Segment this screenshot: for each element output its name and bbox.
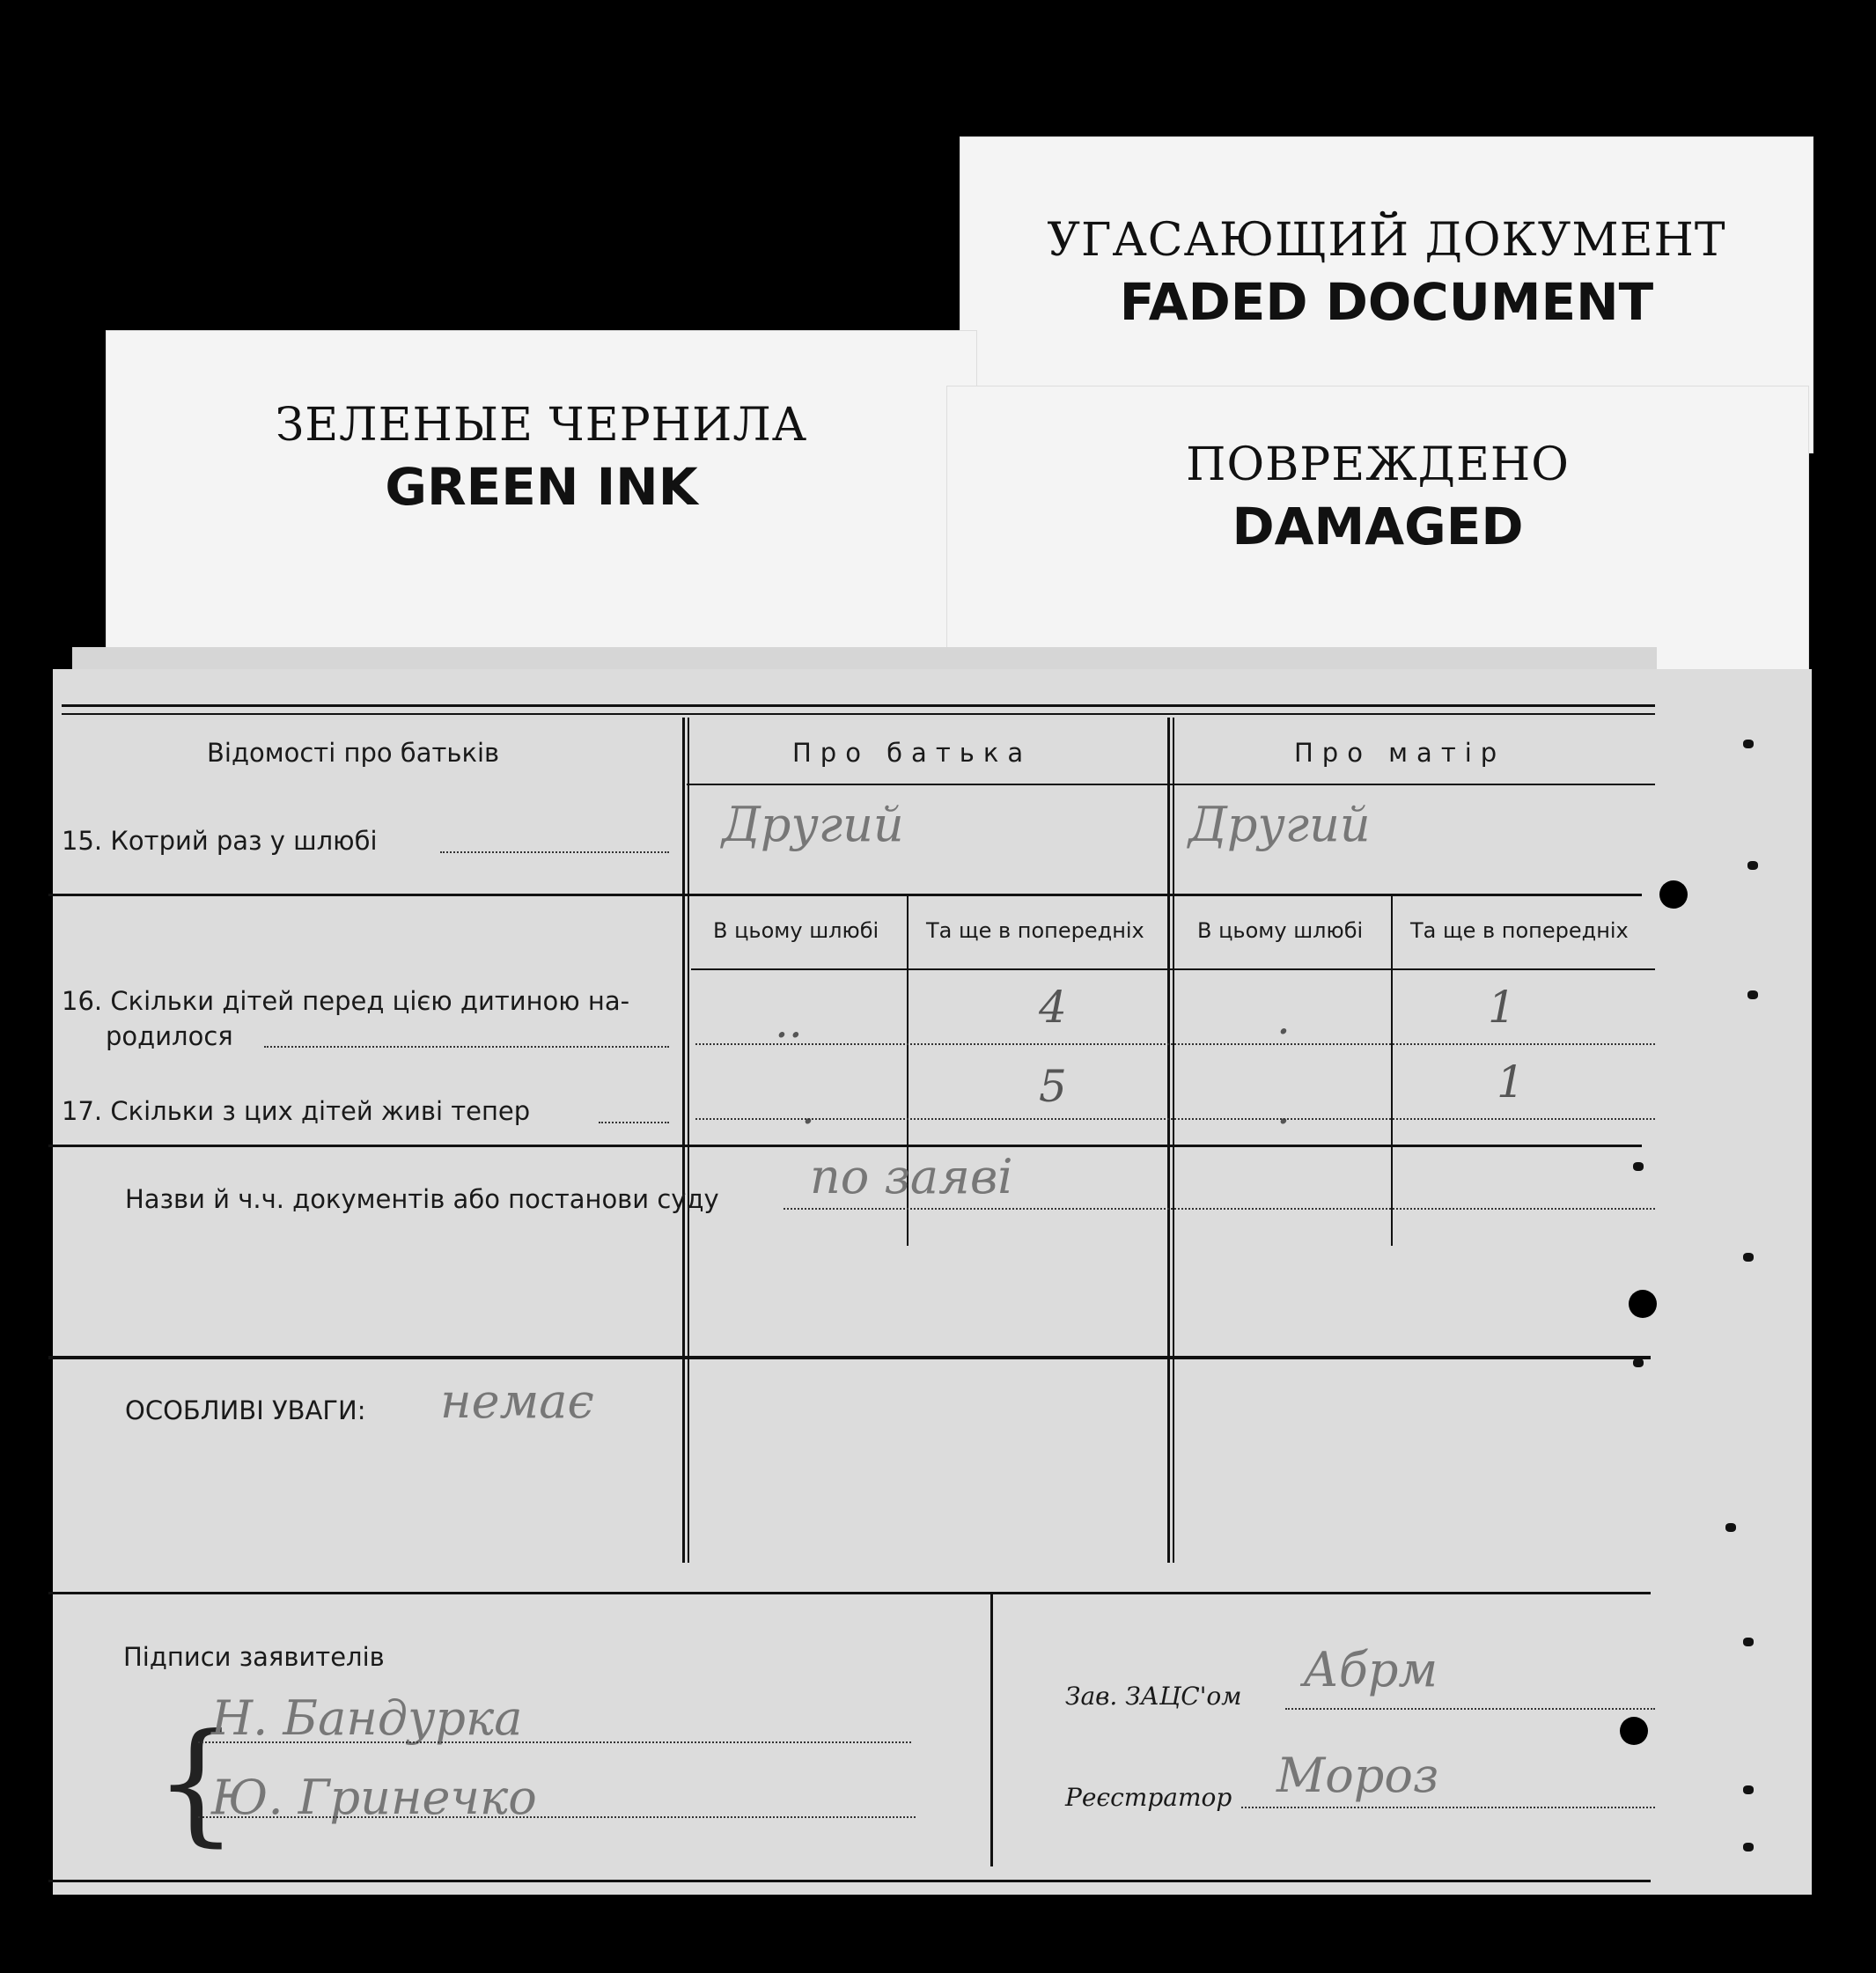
signature-divider — [990, 1594, 993, 1866]
documents-label: Назви й ч.ч. документів або постанови суду — [125, 1184, 719, 1214]
remarks-bottom-line — [48, 1592, 1651, 1594]
faded-label-ru: УГАСАЮЩИЙ ДОКУМЕНТ — [1047, 214, 1726, 267]
row16-dots — [264, 1046, 669, 1048]
col-line-2b — [1173, 718, 1174, 1563]
remarks-label: ОСОБЛИВІ УВАГИ: — [125, 1395, 366, 1425]
speck — [1743, 1638, 1754, 1646]
sub-father-prev: Та ще в попередніх — [926, 918, 1144, 943]
col-line-1 — [682, 718, 685, 1563]
speck — [1743, 740, 1754, 748]
registry-form — [53, 669, 1812, 1895]
head-label: Зав. ЗАЦС'ом — [1065, 1682, 1242, 1711]
head-dots — [1285, 1708, 1655, 1710]
registrar-dots — [1241, 1807, 1655, 1808]
row16-mother-this: . — [1276, 993, 1291, 1044]
punch-hole — [1620, 1717, 1648, 1745]
row15-dots — [440, 851, 669, 853]
subheader-bottom-line — [691, 968, 1655, 970]
green-ink-label-ru: ЗЕЛЕНЫЕ ЧЕРНИЛА — [275, 399, 808, 452]
form-bottom-line — [48, 1880, 1651, 1882]
speck — [1743, 1843, 1754, 1852]
signatures-brace: { — [154, 1706, 239, 1859]
row17-value-dots — [695, 1118, 1655, 1120]
form-top-line-2 — [62, 713, 1655, 715]
col-line-2 — [1167, 718, 1170, 1563]
row17-father-prev: 5 — [1039, 1061, 1067, 1112]
row16-father-this: .. — [775, 997, 803, 1048]
punch-hole — [1629, 1290, 1657, 1318]
speck — [1743, 1253, 1754, 1262]
row17-father-this: . — [801, 1083, 815, 1134]
header-divider — [687, 784, 1655, 785]
row17-dots — [599, 1122, 669, 1123]
speck — [1743, 1785, 1754, 1794]
row15-father-value: Другий — [722, 797, 904, 852]
row16-father-prev: 4 — [1039, 982, 1067, 1033]
signature-2: Ю. Гринечко — [211, 1770, 537, 1825]
sub-col-mother — [1391, 894, 1393, 1246]
signature-1-dots — [198, 1741, 911, 1743]
header-mother-label: Про матір — [1294, 738, 1506, 768]
signatures-label: Підписи заявителів — [123, 1642, 385, 1672]
signature-2-dots — [198, 1816, 916, 1818]
punch-hole — [1659, 880, 1688, 909]
header-father-label: Про батька — [792, 738, 1033, 768]
row17-label: 17. Скільки з цих дітей живі тепер — [62, 1096, 531, 1126]
row17-mother-this: . — [1276, 1083, 1291, 1134]
documents-bottom-line — [48, 1356, 1651, 1359]
row16-label-line2: родилося — [106, 1021, 233, 1051]
sub-father-this: В цьому шлюбі — [713, 918, 879, 943]
speck — [1747, 861, 1758, 870]
row15-mother-value: Другий — [1188, 797, 1371, 852]
speck — [1747, 990, 1758, 999]
row16-value-dots — [695, 1043, 1655, 1045]
documents-value: по заяві — [810, 1149, 1013, 1204]
damaged-label-ru: ПОВРЕЖДЕНО — [1186, 438, 1570, 491]
documents-dots — [784, 1208, 1655, 1210]
green-ink-label-card — [106, 330, 977, 665]
remarks-value: немає — [440, 1373, 594, 1429]
sub-mother-this: В цьому шлюбі — [1197, 918, 1364, 943]
row15-label: 15. Котрий раз у шлюбі — [62, 826, 378, 856]
col-line-1b — [688, 718, 689, 1563]
row16-label-line1: 16. Скільки дітей перед цією дитиною на- — [62, 986, 630, 1016]
registrar-signature: Мороз — [1276, 1748, 1439, 1803]
header-info-label: Відомості про батьків — [207, 738, 500, 768]
row17-bottom-line — [48, 1145, 1642, 1147]
row16-mother-prev: 1 — [1488, 982, 1516, 1033]
row17-mother-prev: 1 — [1497, 1056, 1525, 1108]
speck — [1633, 1358, 1644, 1367]
damaged-label-en: DAMAGED — [1232, 497, 1524, 556]
speck — [1633, 1162, 1644, 1171]
row15-bottom-line — [48, 894, 1642, 896]
speck — [1725, 1523, 1736, 1532]
faded-label-en: FADED DOCUMENT — [1119, 272, 1654, 332]
sub-mother-prev: Та ще в попередніх — [1410, 918, 1629, 943]
form-top-line — [62, 704, 1655, 707]
registrar-label: Реєстратор — [1065, 1783, 1232, 1812]
green-ink-label-en: GREEN INK — [385, 457, 698, 517]
signature-1: Н. Бандурка — [211, 1690, 523, 1746]
head-signature: Абрм — [1303, 1642, 1438, 1697]
